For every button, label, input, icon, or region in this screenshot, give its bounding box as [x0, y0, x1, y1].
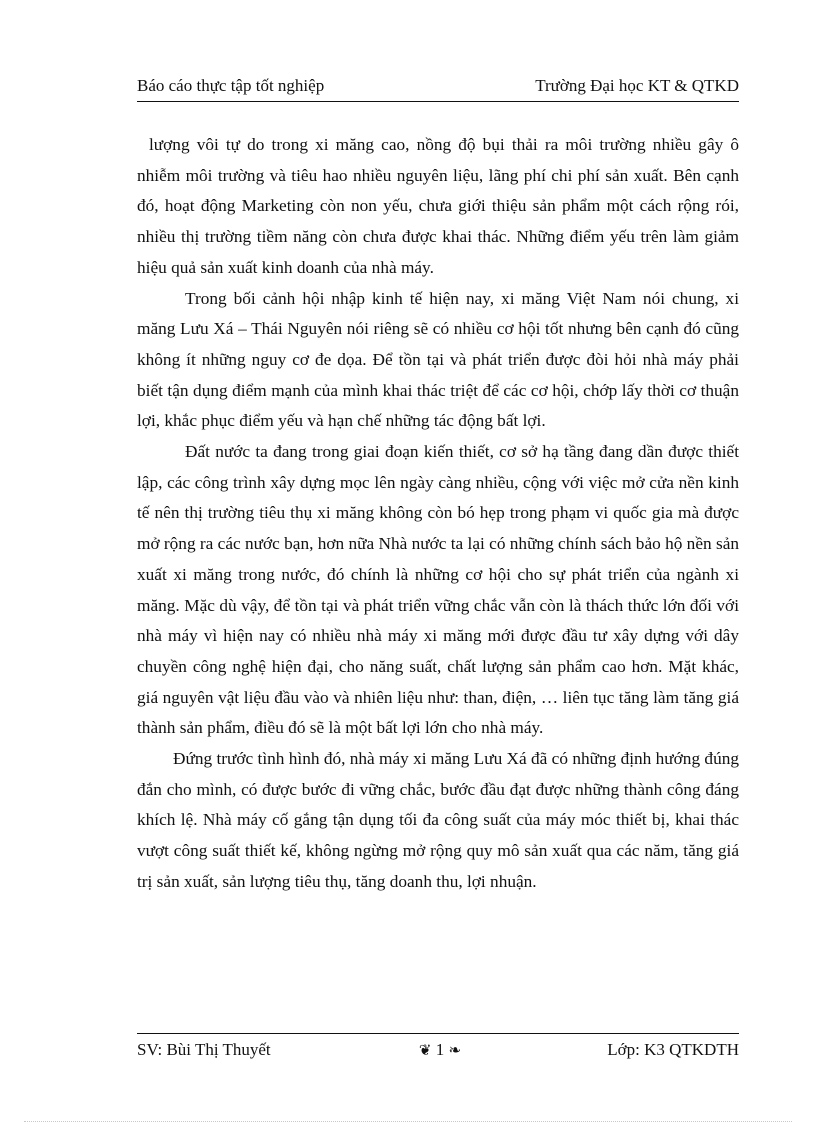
- left-ornament-icon: ❦: [418, 1043, 432, 1059]
- footer-student-name: SV: Bùi Thị Thuyết: [137, 1040, 271, 1059]
- right-ornament-icon: ❧: [448, 1043, 462, 1059]
- page-number: 1: [435, 1040, 445, 1059]
- paragraph-opportunities: Đất nước ta đang trong giai đoạn kiến thiết, cơ sở hạ tầng đang dần được thiết lập, các công trình xây dựng mọc lên ngày càng nhiều, cộng với việc mở cửa nền kinh tế nên thị trường tiêu thụ xi măng không còn bó hẹp trong phạm vi quốc gia mà được mở rộng ra các nước bạn, hơn nữa Nhà nước ta lại có những chính sách bảo hộ nền sản xuất xi măng trong nước, đó chính là những cơ hội cho sự phát triển của ngành xi măng. Mặc dù vậy, để tồn tại và phát triển vững chắc vẫn còn là thách thức lớn đối với nhà máy vì hiện nay có nhiều nhà máy xi măng mới được đầu tư xây dựng với dây chuyền công nghệ hiện đại, cho năng suất, chất lượng sản phẩm cao hơn. Mặt khác, giá nguyên vật liệu đầu vào và nhiên liệu như: than, điện, … liên tục tăng làm tăng giá thành sản phẩm, điều đó sẽ là một bất lợi lớn cho nhà máy.: [137, 442, 739, 738]
- page-number-block: [405, 1040, 475, 1060]
- footer-class-name: Lớp: K3 QTKDTH: [607, 1040, 739, 1059]
- page-footer: [137, 1040, 739, 1064]
- paragraph-direction: Đứng trước tình hình đó, nhà máy xi măng Lưu Xá đã có những định hướng đúng đắn cho mình, có được bước đi vững chắc, bước đầu đạt được những thành công đáng khích lệ. Nhà máy cố gắng tận dụng tối đa công suất của máy móc thiết bị, khai thác vượt công suất thiết kế, không ngừng mở rộng quy mô sản xuất qua các năm, tăng giá trị sản xuất, sản lượng tiêu thụ, tăng doanh thu, lợi nhuận.: [137, 749, 739, 891]
- header-divider: [137, 101, 739, 102]
- paragraph-context: Trong bối cảnh hội nhập kinh tế hiện nay, xi măng Việt Nam nói chung, xi măng Lưu Xá – Thái Nguyên nói riêng sẽ có nhiều cơ hội tốt nhưng bên cạnh đó cũng không ít những nguy cơ đe dọa. Để tồn tại và phát triển được đòi hỏi nhà máy phải biết tận dụng điểm mạnh của mình khai thác triệt để các cơ hội, chớp lấy thời cơ thuận lợi, khắc phục điểm yếu và hạn chế những tác động bất lợi.: [137, 288, 739, 431]
- paragraph-continuation: lượng vôi tự do trong xi măng cao, nồng độ bụi thải ra môi trường nhiều gây ô nhiễm môi trường và tiêu hao nhiều nguyên liệu, lãng phí chi phí sản xuất. Bên cạnh đó, hoạt động Marketing còn non yếu, chưa giới thiệu sản phẩm một cách rộng rói, nhiều thị trường tiềm năng còn chưa được khai thác. Những điểm yếu trên làm giảm hiệu quả sản xuất kinh doanh của nhà máy.: [137, 135, 739, 277]
- page-header: [137, 76, 739, 102]
- header-report-title: Báo cáo thực tập tốt nghiệp: [137, 76, 325, 95]
- header-university: Trường Đại học KT & QTKD: [535, 76, 739, 95]
- document-body: [137, 130, 739, 898]
- page-bottom-edge: [24, 1121, 792, 1122]
- footer-divider: [137, 1033, 739, 1034]
